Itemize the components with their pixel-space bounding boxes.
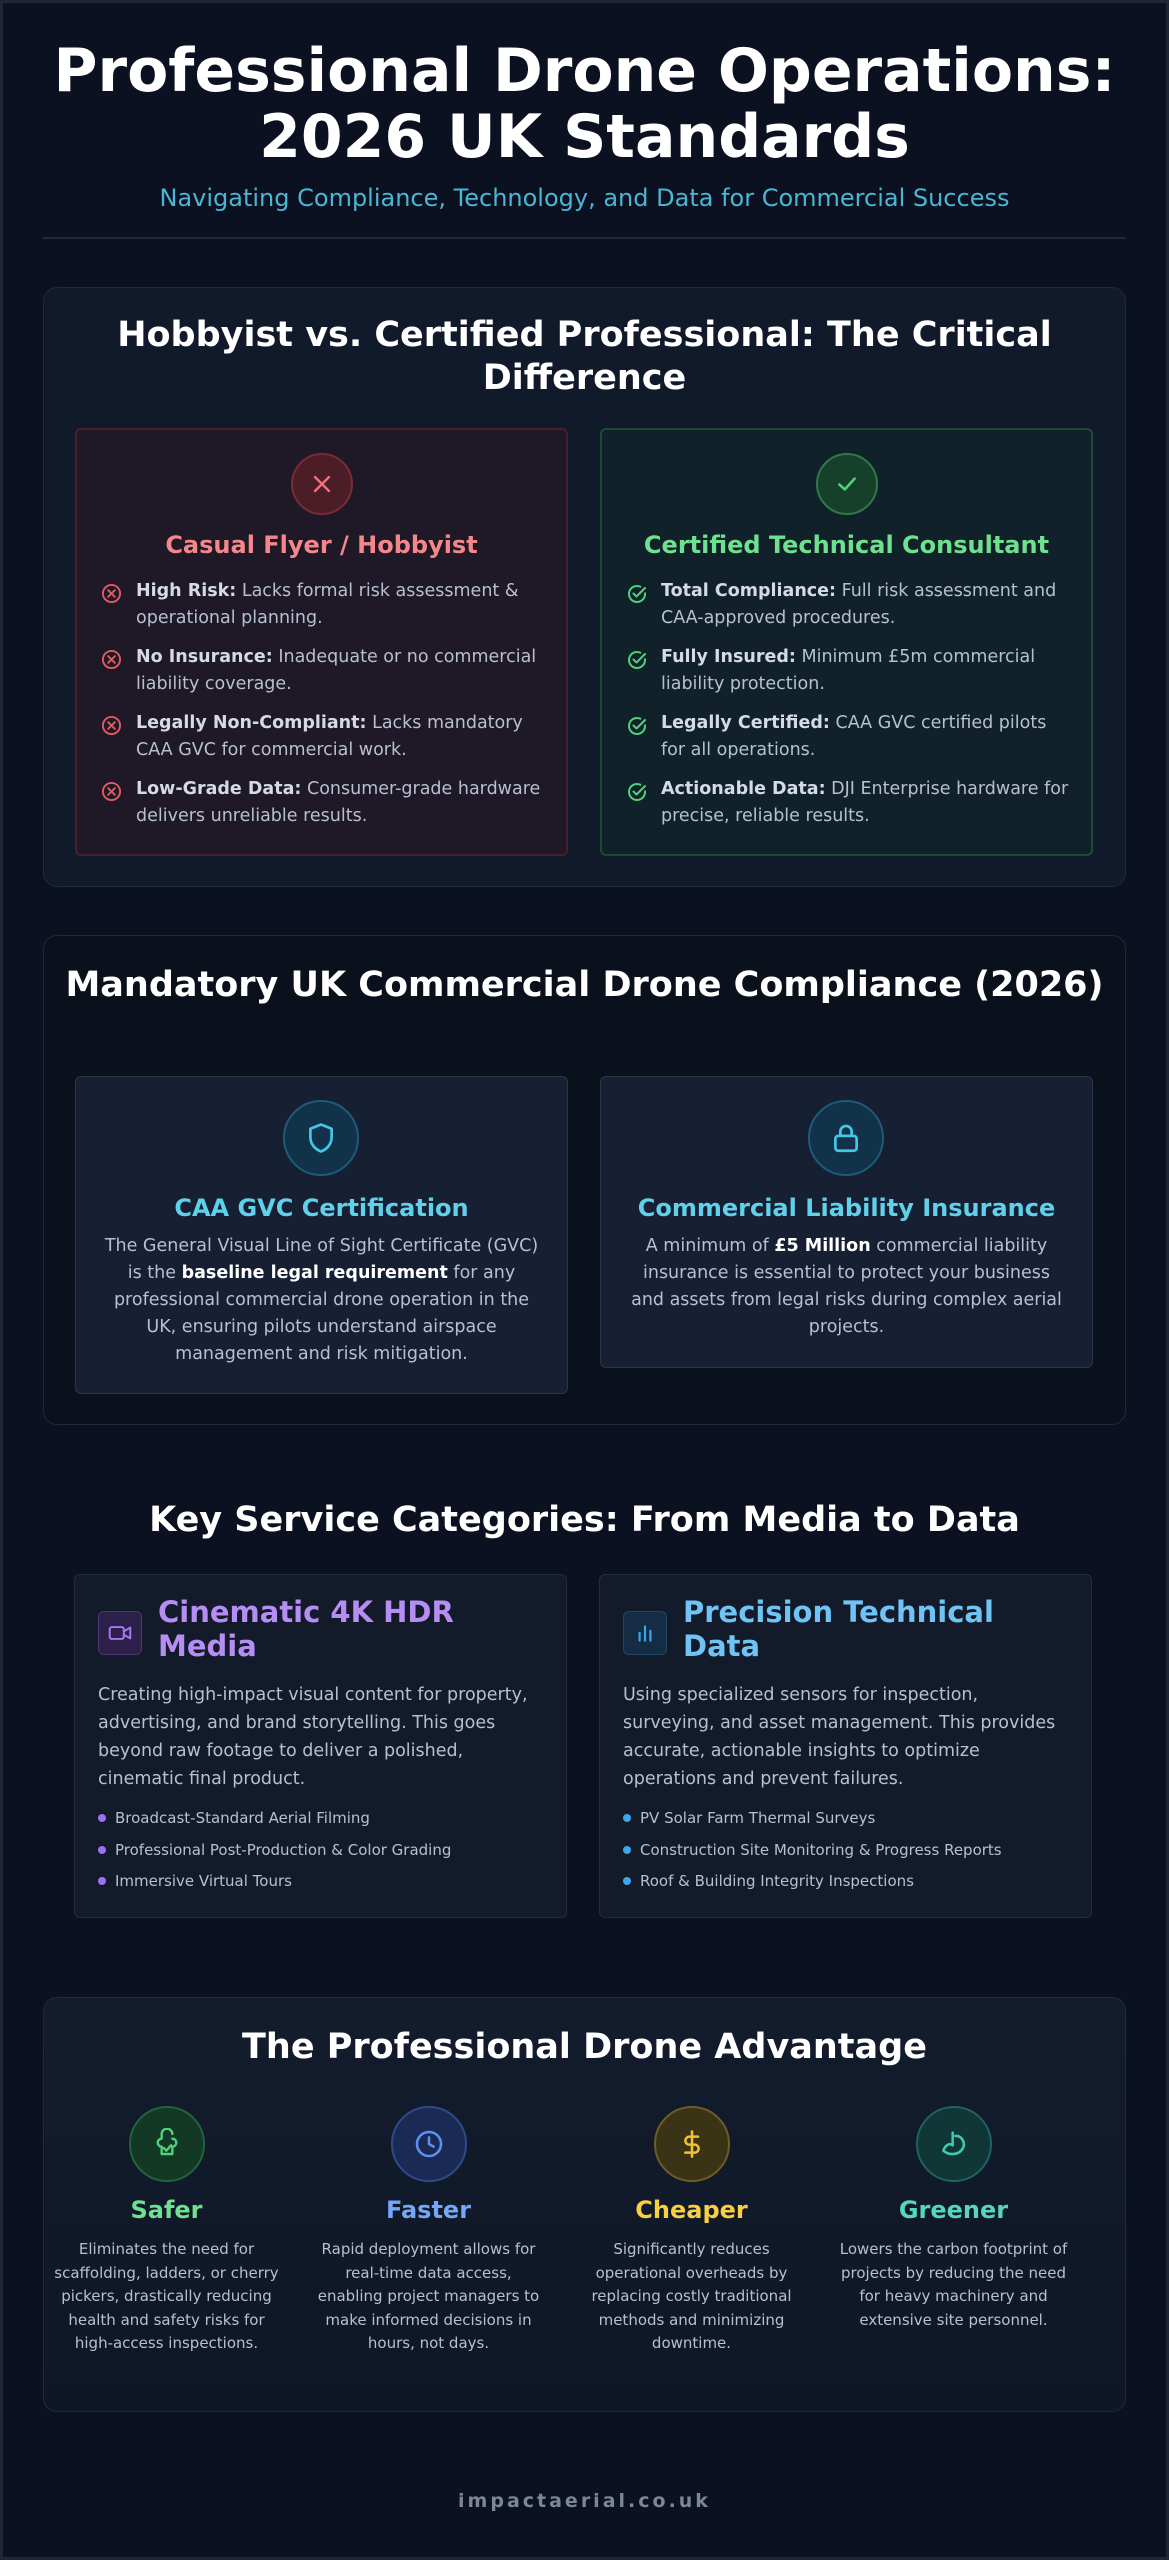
media-title: Cinematic 4K HDR Media (158, 1595, 454, 1663)
gvc-card (75, 1076, 568, 1394)
x-circle-icon (101, 583, 122, 604)
media-service-card (74, 1574, 567, 1918)
item-text: DJI Enterprise hardware for precise, reliable results. (661, 779, 1069, 826)
list-item (101, 578, 546, 632)
item-label: Legally Non-Compliant: (136, 713, 367, 733)
x-circle-icon (101, 781, 122, 802)
advantage-title-cheaper: Cheaper (635, 2196, 748, 2224)
advantage-text-greener: Lowers the carbon footprint of projects by reducing the need for heavy machinery and extensive site personnel. (839, 2240, 1068, 2329)
item-label: Total Compliance: (661, 581, 837, 601)
check-circle-icon (626, 715, 648, 737)
leaf-icon (916, 2106, 992, 2182)
insurance-text-start: A minimum of (645, 1236, 775, 1256)
item-label: Actionable Data: (661, 779, 826, 799)
advantage-title-greener: Greener (898, 2196, 1009, 2224)
item-label: Low-Grade Data: (136, 779, 302, 799)
list-item (101, 710, 546, 764)
gvc-text (101, 1233, 542, 1368)
lock-icon (808, 1100, 884, 1176)
gvc-text-start: The General Visual Line of Sight Certificate (GVC) is the (104, 1236, 539, 1283)
item-text: Minimum £5m commercial liability protection. (661, 647, 1036, 694)
clock-icon (391, 2106, 467, 2182)
gvc-title: CAA GVC Certification (174, 1194, 469, 1222)
item-label: No Insurance: (136, 647, 273, 667)
data-description: Using specialized sensors for inspection, surveying, and asset management. This provides accurate, actionable insights to optimize operations and prevent failures. (623, 1685, 1056, 1789)
list-item: Broadcast-Standard Aerial Filming (98, 1808, 548, 1828)
check-icon (816, 453, 878, 515)
insurance-text (626, 1233, 1067, 1341)
advantage-text-safer: Eliminates the need for scaffolding, ladders, or cherry pickers, drastically reducing health and safety risks for high-access inspections. (54, 2240, 279, 2352)
item-text: Lacks mandatory CAA GVC for commercial work. (136, 713, 523, 760)
gvc-text-bold: baseline legal requirement (181, 1263, 448, 1283)
advantage-text-cheaper: Significantly reduces operational overheads by replacing costly traditional methods and minimizing downtime. (591, 2240, 792, 2352)
advantage-faster (306, 2106, 551, 2356)
page-subtitle: Navigating Compliance, Technology, and Data for Commercial Success (159, 184, 1010, 212)
data-title: Precision Technical Data (683, 1595, 994, 1663)
advantage-title-safer: Safer (130, 2196, 203, 2224)
media-description: Creating high-impact visual content for property, advertising, and brand storytelling. This goes beyond raw footage to deliver a polished, cinematic final product. (98, 1685, 528, 1789)
comparison-section (43, 287, 1126, 887)
list-item (101, 776, 546, 830)
x-circle-icon (101, 715, 122, 736)
item-label: High Risk: (136, 581, 237, 601)
item-text: CAA GVC certified pilots for all operations. (661, 713, 1047, 760)
compliance-title: Mandatory UK Commercial Drone Compliance (2026) (65, 965, 1104, 1005)
hobbyist-list (101, 578, 546, 842)
item-text: Full risk assessment and CAA-approved procedures. (661, 581, 1057, 628)
advantage-title-faster: Faster (385, 2196, 472, 2224)
services-title: Key Service Categories: From Media to Data (149, 1500, 1020, 1540)
list-item: Immersive Virtual Tours (98, 1871, 548, 1891)
advantage-title: The Professional Drone Advantage (242, 2027, 927, 2067)
title-line-2: 2026 UK Standards (259, 102, 910, 172)
media-list (98, 1808, 548, 1903)
list-item (626, 644, 1071, 698)
insurance-text-bold: £5 Million (774, 1236, 871, 1256)
list-item (626, 710, 1071, 764)
advantage-section (43, 1997, 1126, 2412)
list-item: Roof & Building Integrity Inspections (623, 1871, 1073, 1891)
video-camera-icon (98, 1611, 142, 1655)
title-line-1: Professional Drone Operations: (53, 36, 1116, 106)
list-item (101, 644, 546, 698)
advantage-text-faster: Rapid deployment allows for real-time data access, enabling project managers to make informed decisions in hours, not days. (317, 2240, 540, 2352)
hobbyist-card (75, 428, 568, 856)
list-item (626, 776, 1071, 830)
item-text: Inadequate or no commercial liability coverage. (136, 647, 537, 694)
footer-website[interactable]: impactaerial.co.uk (458, 2490, 711, 2512)
list-item (626, 578, 1071, 632)
header-divider (43, 237, 1126, 239)
check-circle-icon (626, 649, 648, 671)
bar-chart-icon (623, 1611, 667, 1655)
professional-title: Certified Technical Consultant (643, 531, 1050, 559)
list-item: Construction Site Monitoring & Progress Reports (623, 1840, 1073, 1860)
insurance-text-end: commercial liability insurance is essential to protect your business and assets from legal risks during complex aerial projects. (631, 1236, 1062, 1337)
comparison-title: Hobbyist vs. Certified Professional: The Critical Difference (117, 315, 1052, 398)
item-label: Legally Certified: (661, 713, 830, 733)
list-item: PV Solar Farm Thermal Surveys (623, 1808, 1073, 1828)
page-title (0, 38, 1169, 170)
professional-list (626, 578, 1071, 842)
advantage-greener (831, 2106, 1076, 2332)
compliance-section (43, 935, 1126, 1425)
check-circle-icon (626, 781, 648, 803)
check-circle-icon (626, 583, 648, 605)
data-service-card (599, 1574, 1092, 1918)
data-list (623, 1808, 1073, 1903)
item-label: Fully Insured: (661, 647, 796, 667)
hard-hat-icon (129, 2106, 205, 2182)
advantage-cheaper (569, 2106, 814, 2356)
gvc-text-end: for any professional commercial drone operation in the UK, ensuring pilots understand airspace management and risk mitigation. (113, 1263, 530, 1364)
list-item: Professional Post-Production & Color Grading (98, 1840, 548, 1860)
advantage-safer (44, 2106, 289, 2356)
dollar-icon (654, 2106, 730, 2182)
x-circle-icon (101, 649, 122, 670)
page-header (0, 38, 1169, 212)
item-text: Lacks formal risk assessment & operational planning. (136, 581, 519, 628)
insurance-card (600, 1076, 1093, 1368)
insurance-title: Commercial Liability Insurance (637, 1194, 1056, 1222)
shield-icon (283, 1100, 359, 1176)
hobbyist-title: Casual Flyer / Hobbyist (165, 531, 478, 559)
professional-card (600, 428, 1093, 856)
item-text: Consumer-grade hardware delivers unreliable results. (136, 779, 541, 826)
x-icon (291, 453, 353, 515)
